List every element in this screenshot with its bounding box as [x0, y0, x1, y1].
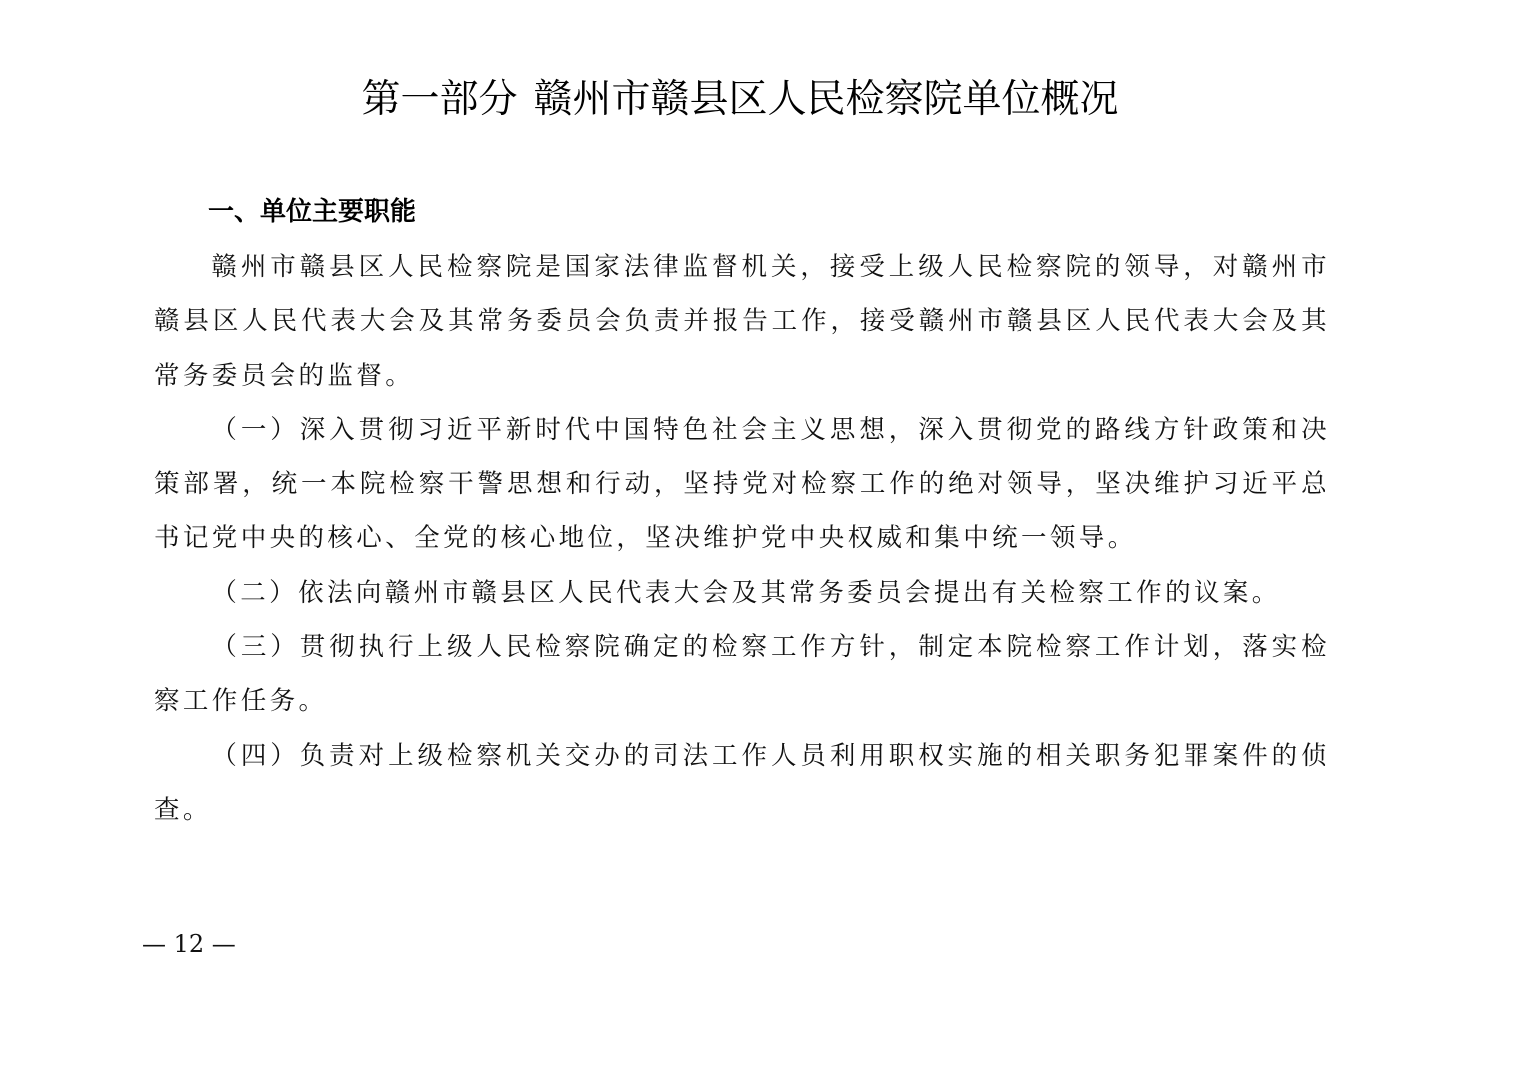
- title-part-label: 第一部分: [361, 77, 518, 122]
- paragraph-item-3: （三）贯彻执行上级人民检察院确定的检察工作方针，制定本院检察工作计划，落实检察工作任务。: [154, 632, 1330, 717]
- page-number: — 12 —: [142, 930, 236, 958]
- section-heading: 一、单位主要职能: [208, 197, 417, 227]
- paragraph-intro: 赣州市赣县区人民检察院是国家法律监督机关，接受上级人民检察院的领导，对赣州市赣县区人民代表大会及其常务委员会负责并报告工作，接受赣州市赣县区人民代表大会及其常务委员会的监督。: [154, 252, 1330, 391]
- paragraph-item-2: （二）依法向赣州市赣县区人民代表大会及其常务委员会提出有关检察工作的议案。: [211, 577, 1281, 608]
- page-title: [0, 72, 1480, 128]
- paragraph-item-1: （一）深入贯彻习近平新时代中国特色社会主义思想，深入贯彻党的路线方针政策和决策部署，统一本院检察干警思想和行动，坚持党对检察工作的绝对领导，坚决维护习近平总书记党中央的核心、全党的核心地位，坚决维护党中央权威和集中统一领导。: [154, 414, 1330, 554]
- paragraph-item-4: （四）负责对上级检察机关交办的司法工作人员利用职权实施的相关职务犯罪案件的侦查。: [154, 740, 1330, 825]
- title-unit-name: 赣州市赣县区人民检察院单位概况: [533, 77, 1119, 122]
- body-text: [154, 240, 1330, 837]
